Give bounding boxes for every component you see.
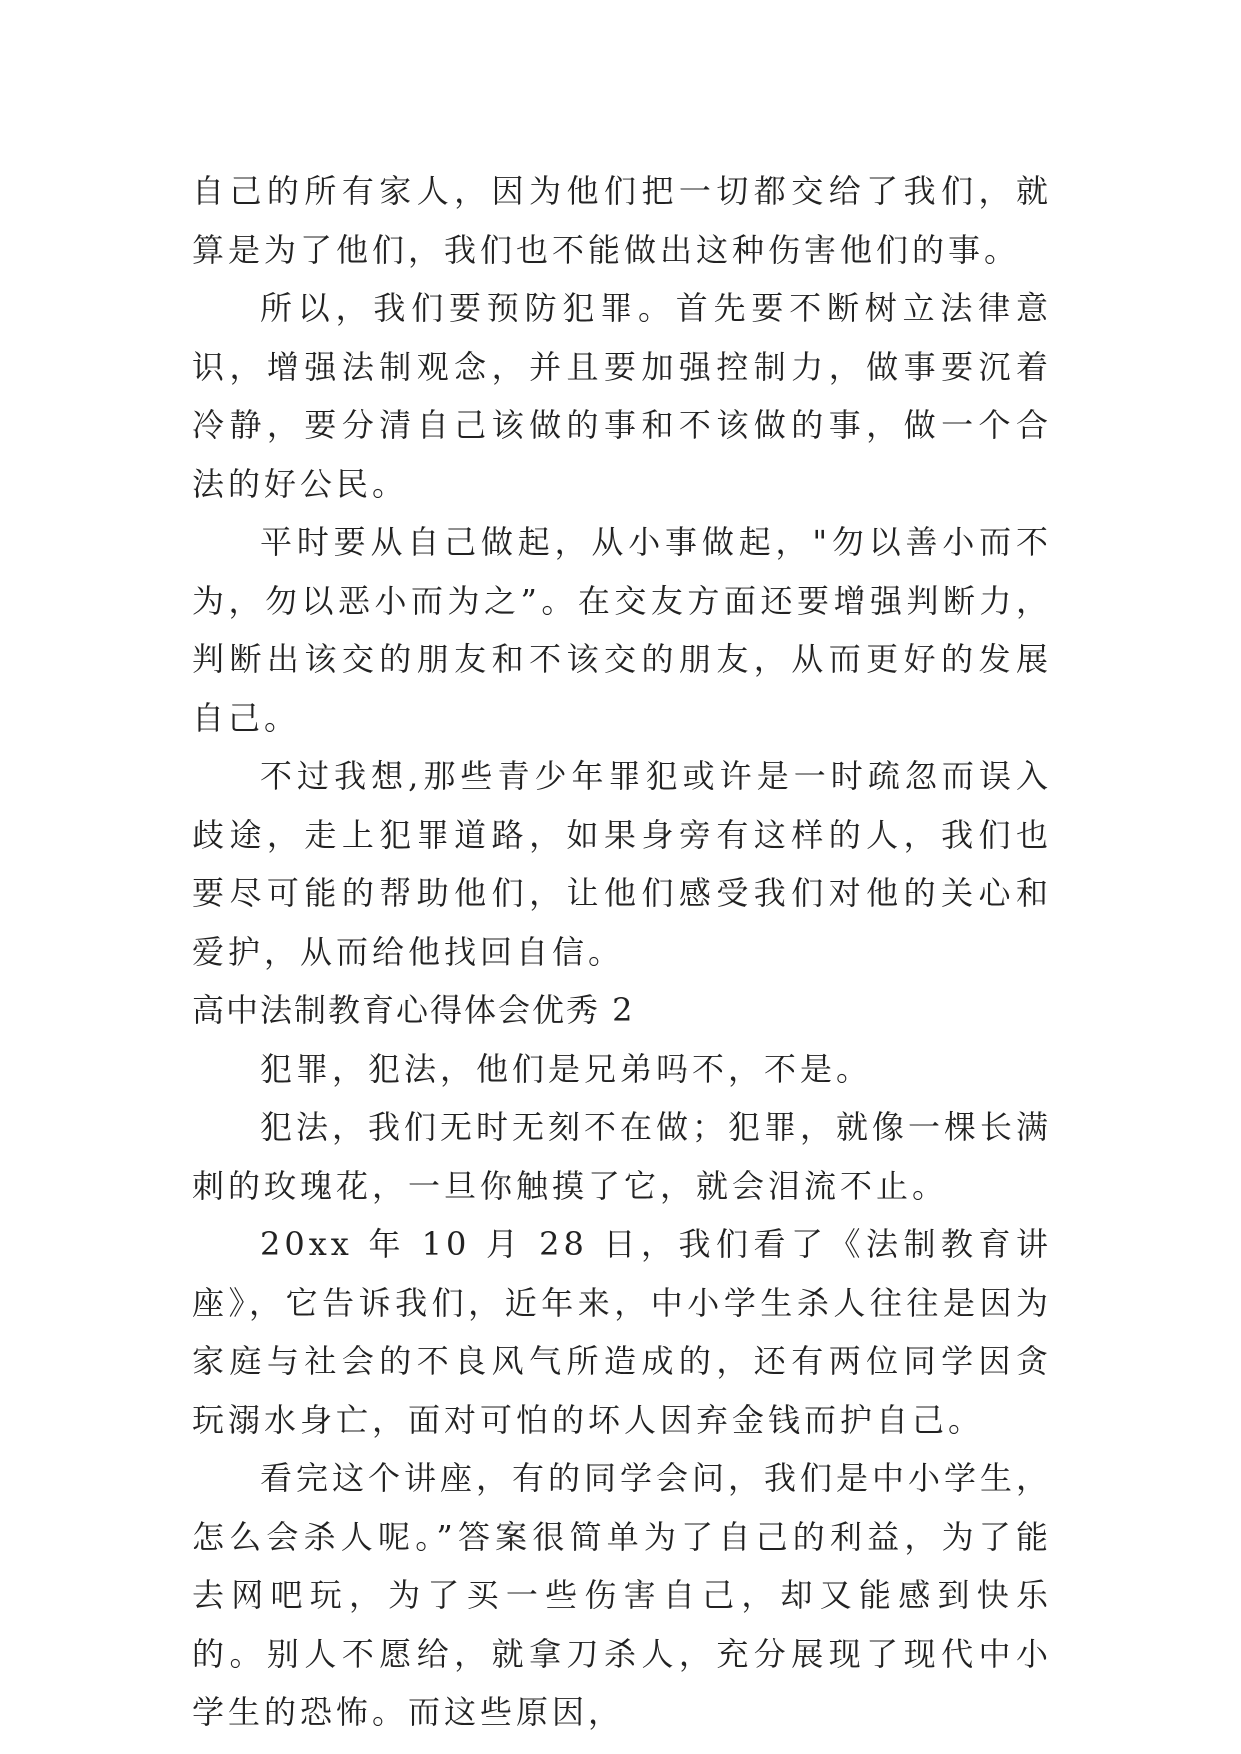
paragraph-2: 所以，我们要预防犯罪。首先要不断树立法律意识，增强法制观念，并且要加强控制力，做事要沉着冷静，要分清自己该做的事和不该做的事，做一个合法的好公民。 xyxy=(192,289,1052,503)
section-heading: 高中法制教育心得体会优秀 2 xyxy=(192,991,635,1029)
paragraph-1: 自己的所有家人，因为他们把一切都交给了我们，就算是为了他们，我们也不能做出这种伤害他们的事。 xyxy=(192,172,1052,269)
paragraph-8: 看完这个讲座，有的同学会问，我们是中小学生，怎么会杀人呢。”答案很简单为了自己的利益，为了能去网吧玩，为了买一些伤害自己，却又能感到快乐的。别人不愿给，就拿刀杀人，充分展现了现代中小学生的恐怖。而这些原因， xyxy=(192,1459,1053,1731)
paragraph-7: 20xx 年 10 月 28 日，我们看了《法制教育讲座》，它告诉我们，近年来，中小学生杀人往往是因为家庭与社会的不良风气所造成的，还有两位同学因贪玩溺水身亡，面对可怕的坏人因弃金钱而护自己。 xyxy=(192,1225,1052,1439)
paragraph-4: 不过我想,那些青少年罪犯或许是一时疏忽而误入歧途，走上犯罪道路，如果身旁有这样的人，我们也要尽可能的帮助他们，让他们感受我们对他的关心和爱护，从而给他找回自信。 xyxy=(192,757,1052,971)
document-body xyxy=(192,162,1052,1742)
paragraph-3: 平时要从自己做起，从小事做起，"勿以善小而不为，勿以恶小而为之”。在交友方面还要增强判断力，判断出该交的朋友和不该交的朋友，从而更好的发展自己。 xyxy=(192,523,1052,737)
paragraph-6: 犯法，我们无时无刻不在做；犯罪，就像一棵长满刺的玫瑰花，一旦你触摸了它，就会泪流不止。 xyxy=(192,1108,1053,1205)
paragraph-5: 犯罪，犯法，他们是兄弟吗不，不是。 xyxy=(260,1049,873,1088)
